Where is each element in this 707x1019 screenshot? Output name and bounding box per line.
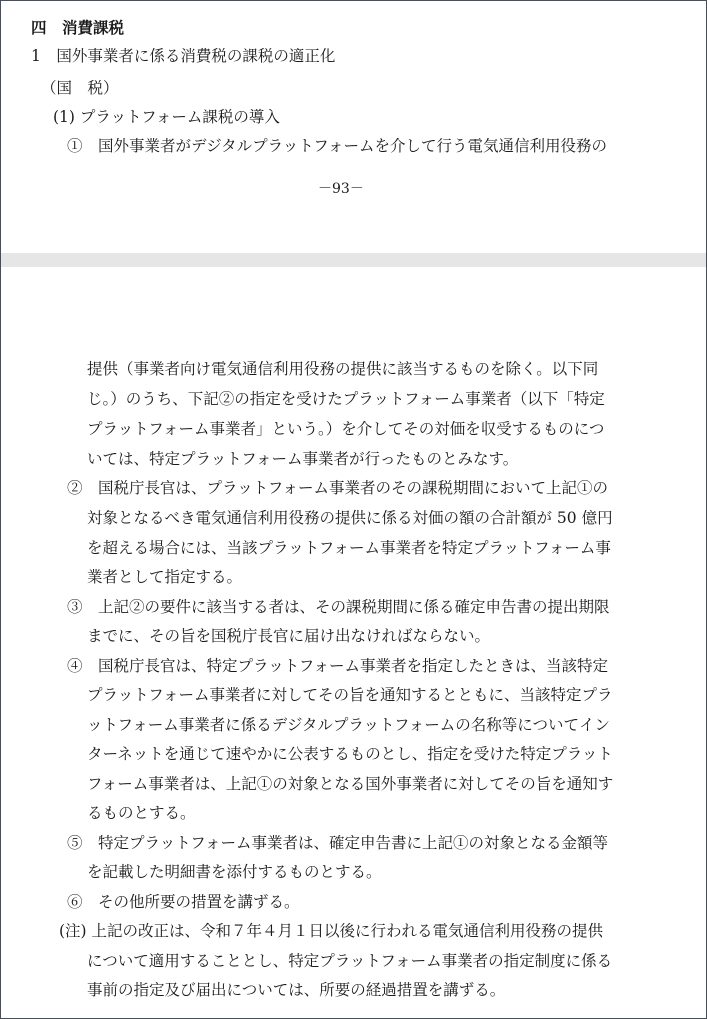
item-4: ④ 国税庁長官は、特定プラットフォーム事業者を指定したときは、当該特定	[67, 657, 608, 675]
body-line: 対象となるべき電気通信利用役務の提供に係る対価の額の合計額が 50 億円	[87, 509, 613, 527]
item-5: ⑤ 特定プラットフォーム事業者は、確定申告書に上記①の対象となる金額等	[67, 834, 608, 852]
body-line: じ。）のうち、下記②の指定を受けたプラットフォーム事業者（以下「特定	[87, 390, 605, 408]
body-line: るものとする。	[87, 804, 196, 822]
page-94	[1, 267, 706, 1018]
note: (注) 上記の改正は、令和７年４月１日以後に行われる電気通信利用役務の提供	[59, 922, 604, 940]
body-line: プラットフォーム事業者に対してその旨を通知するとともに、当該特定プラ	[87, 686, 613, 704]
page-93	[1, 1, 706, 253]
body-line: 事前の指定及び届出については、所要の経過措置を講ずる。	[87, 981, 506, 999]
item-1-start: ① 国外事業者がデジタルプラットフォームを介して行う電気通信利用役務の	[67, 137, 608, 155]
body-line: ットフォーム事業者に係るデジタルプラットフォームの名称等についてイン	[87, 716, 610, 734]
body-line: を超える場合には、当該プラットフォーム事業者を特定プラットフォーム事	[87, 539, 611, 557]
body-line: を記載した明細書を添付するものとする。	[87, 863, 382, 881]
body-line: 業者として指定する。	[87, 568, 243, 586]
body-line: 提供（事業者向け電気通信利用役務の提供に該当するものを除く。以下同	[87, 360, 599, 378]
subsection-heading: (1) プラットフォーム課税の導入	[53, 108, 280, 126]
chapter-heading: 四 消費課税	[31, 18, 125, 37]
section-heading: 1 国外事業者に係る消費税の課税の適正化	[31, 47, 336, 65]
page-number: －93－	[318, 181, 364, 197]
item-6: ⑥ その他所要の措置を講ずる。	[67, 893, 300, 911]
body-line: いては、特定プラットフォーム事業者が行ったものとみなす。	[87, 450, 519, 468]
body-line: までに、その旨を国税庁長官に届け出なければならない。	[87, 627, 491, 645]
category-label: （国 税）	[41, 79, 119, 97]
item-2: ② 国税庁長官は、プラットフォーム事業者のその課税期間において上記①の	[67, 479, 608, 497]
item-3: ③ 上記②の要件に該当する者は、その課税期間に係る確定申告書の提出期限	[67, 598, 610, 616]
body-line: について適用することとし、特定プラットフォーム事業者の指定制度に係る	[87, 952, 613, 970]
page-separator	[1, 253, 706, 267]
body-line: フォーム事業者は、上記①の対象となる国外事業者に対してその旨を通知す	[87, 775, 614, 793]
body-line: ターネットを通じて速やかに公表するものとし、指定を受けた特定プラット	[87, 745, 613, 763]
body-line: プラットフォーム事業者」という。）を介してその対価を収受するものにつ	[87, 420, 605, 438]
